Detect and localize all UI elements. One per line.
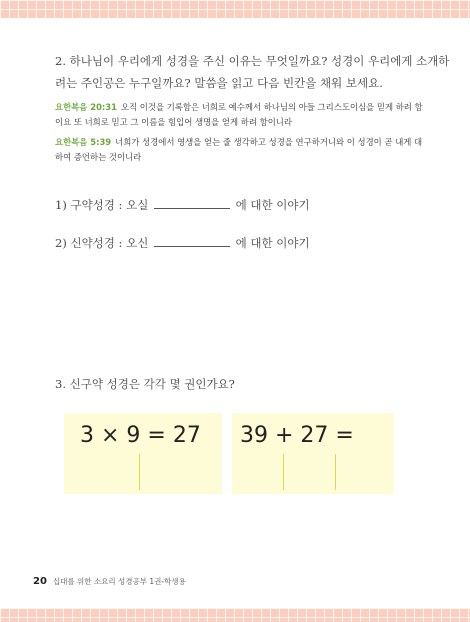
divider-line [139,454,140,490]
verse-john-5-39 [55,135,423,165]
answer-blank[interactable] [154,196,230,209]
question-2-line-1: 2. 하나님이 우리에게 성경을 주신 이유는 무엇일까요? 성경이 우리에게 소개하 [55,54,450,68]
verse-ref: 요한복음 20:31 [55,102,117,112]
fill-suffix: 에 대한 이야기 [235,198,310,212]
verse-text: 너희가 성경에서 영생을 얻는 줄 생각하고 성경을 연구하거니와 이 성경이 곧 내게 대하여 증언하는 것이니라 [55,137,423,162]
page-footer [33,576,186,587]
equation: 39 + 27 = [240,423,354,448]
question-2-line-2: 려는 주인공은 누구일까요? 말씀을 읽고 다음 빈칸을 채워 보세요. [55,76,383,90]
answer-blank[interactable] [154,234,230,247]
fill-suffix: 에 대한 이야기 [235,236,310,250]
math-box-old-testament [64,413,234,494]
book-title: 십대를 위한 소요리 성경공부 1권-학생용 [52,577,186,586]
equation: 3 × 9 = 27 [80,423,201,448]
box-gap [222,413,232,494]
divider-line [283,454,284,490]
verse-ref: 요한복음 5:39 [55,137,112,147]
fill-prefix: 2) 신약성경 : 오신 [55,236,149,250]
verse-john-20-31 [55,100,423,130]
verse-text: 오직 이것을 기록함은 너희로 예수께서 하나님의 아들 그리스도이심을 믿게 하려 함이요 또 너희로 믿고 그 이름을 힘입어 생명을 얻게 하려 함이니라 [55,102,423,127]
math-box-total [232,413,394,494]
fill-prefix: 1) 구약성경 : 오실 [55,198,149,212]
question-3: 3. 신구약 성경은 각각 몇 권인가요? [55,377,235,391]
divider-line [335,454,336,490]
top-grid-band [0,0,470,18]
fill-in-old-testament [55,196,310,213]
bottom-grid-band [0,608,470,622]
question-2 [55,50,450,94]
page-number: 20 [33,576,47,587]
fill-in-new-testament [55,234,310,251]
